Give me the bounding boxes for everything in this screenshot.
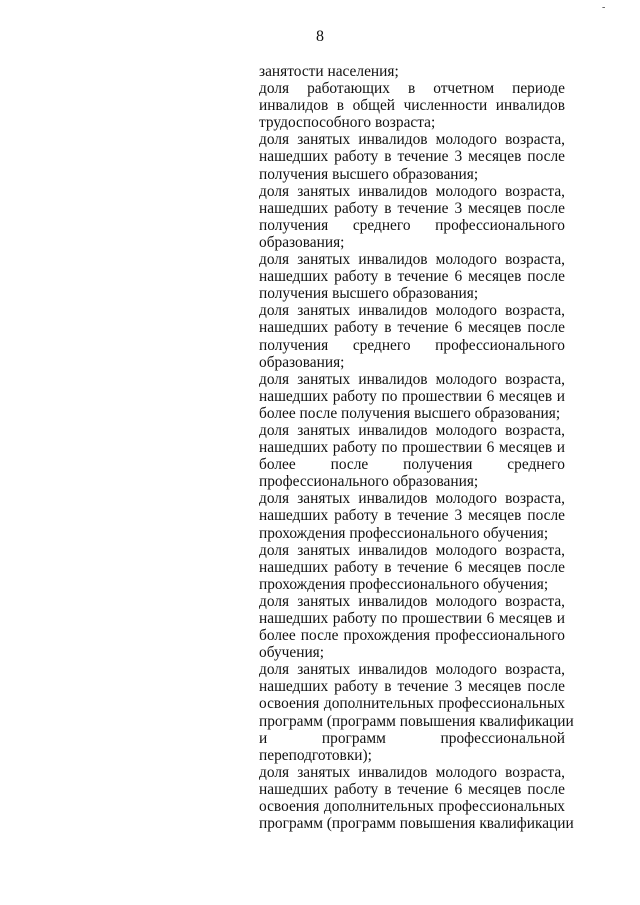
text-line: занятости населения; [259,63,399,80]
text-line: прохождения профессионального обучения; [259,575,549,593]
corner-mark: - [602,2,606,13]
text-line: прохождения профессионального обучения; [259,524,549,542]
paragraph [259,661,574,764]
paragraph [259,593,565,661]
text-line: образования; [259,233,345,251]
text-line: переподготовки); [259,746,372,764]
text-line: доля занятых инвалидов молодого возраста, [259,131,565,149]
text-line: получения высшего образования; [259,285,479,303]
text-line: доля занятых инвалидов молодого возраста, [259,541,565,559]
text-line: нашедших работу в течение 3 месяцев после [259,678,565,696]
text-line: нашедших работу по прошествии 6 месяцев и [259,610,565,627]
paragraph [259,183,565,251]
text-line: обучения; [259,644,325,662]
text-line: инвалидов в общей численности инвалидов [259,97,565,115]
text-line: доля занятых инвалидов молодого возраста, [259,370,565,388]
text-line: программ (программ повышения квалификации [259,712,574,730]
paragraph [259,302,565,370]
text-line: доля занятых инвалидов молодого возраста, [259,592,565,610]
text-line: получения среднего профессионального [259,216,565,234]
text-line: более после получения среднего [259,456,565,474]
text-line: нашедших работу в течение 3 месяцев после [259,199,565,217]
paragraph [259,422,565,490]
paragraph [259,763,574,833]
text-line: доля занятых инвалидов молодого возраста, [259,763,565,781]
paragraph [259,490,565,541]
text-line: более после прохождения профессионального [259,627,565,645]
text-line: нашедших работу по прошествии 6 месяцев и [259,439,565,457]
text-line: освоения дополнительных профессиональных [259,695,565,713]
paragraph [259,63,565,80]
text-line: профессионального образования; [259,473,479,491]
text-line: нашедших работу в течение 6 месяцев после [259,780,565,798]
paragraph [259,251,565,302]
text-line: нашедших работу в течение 6 месяцев после [259,268,565,286]
text-line: трудоспособного возраста; [259,114,436,132]
text-line: доля занятых инвалидов молодого возраста, [259,421,565,439]
text-line: получения высшего образования; [259,165,479,183]
text-line: доля работающих в отчетном периоде [259,80,565,98]
body-text [259,63,574,833]
text-line: получения среднего профессионального [259,336,565,354]
text-line: нашедших работу в течение 3 месяцев после [259,148,565,166]
paragraph [259,80,565,131]
text-line: программ (программ повышения квалификации [259,815,574,833]
paragraph [259,371,565,422]
text-line: доля занятых инвалидов молодого возраста, [259,490,565,508]
text-line: доля занятых инвалидов молодого возраста, [259,661,565,679]
text-line: нашедших работу в течение 3 месяцев после [259,507,565,525]
text-line: нашедших работу в течение 6 месяцев после [259,319,565,337]
text-line: доля занятых инвалидов молодого возраста, [259,182,565,200]
text-line: нашедших работу в течение 6 месяцев после [259,558,565,576]
paragraph [259,542,565,593]
text-line: и программ профессиональной [259,729,565,747]
text-line: образования; [259,353,345,371]
text-line: более после получения высшего образования; [259,404,561,422]
page-number: 8 [316,28,324,45]
text-line: доля занятых инвалидов молодого возраста, [259,302,565,320]
text-line: нашедших работу по прошествии 6 месяцев и [259,387,565,405]
text-line: доля занятых инвалидов молодого возраста, [259,251,565,269]
text-line: освоения дополнительных профессиональных [259,798,565,816]
paragraph [259,131,565,182]
